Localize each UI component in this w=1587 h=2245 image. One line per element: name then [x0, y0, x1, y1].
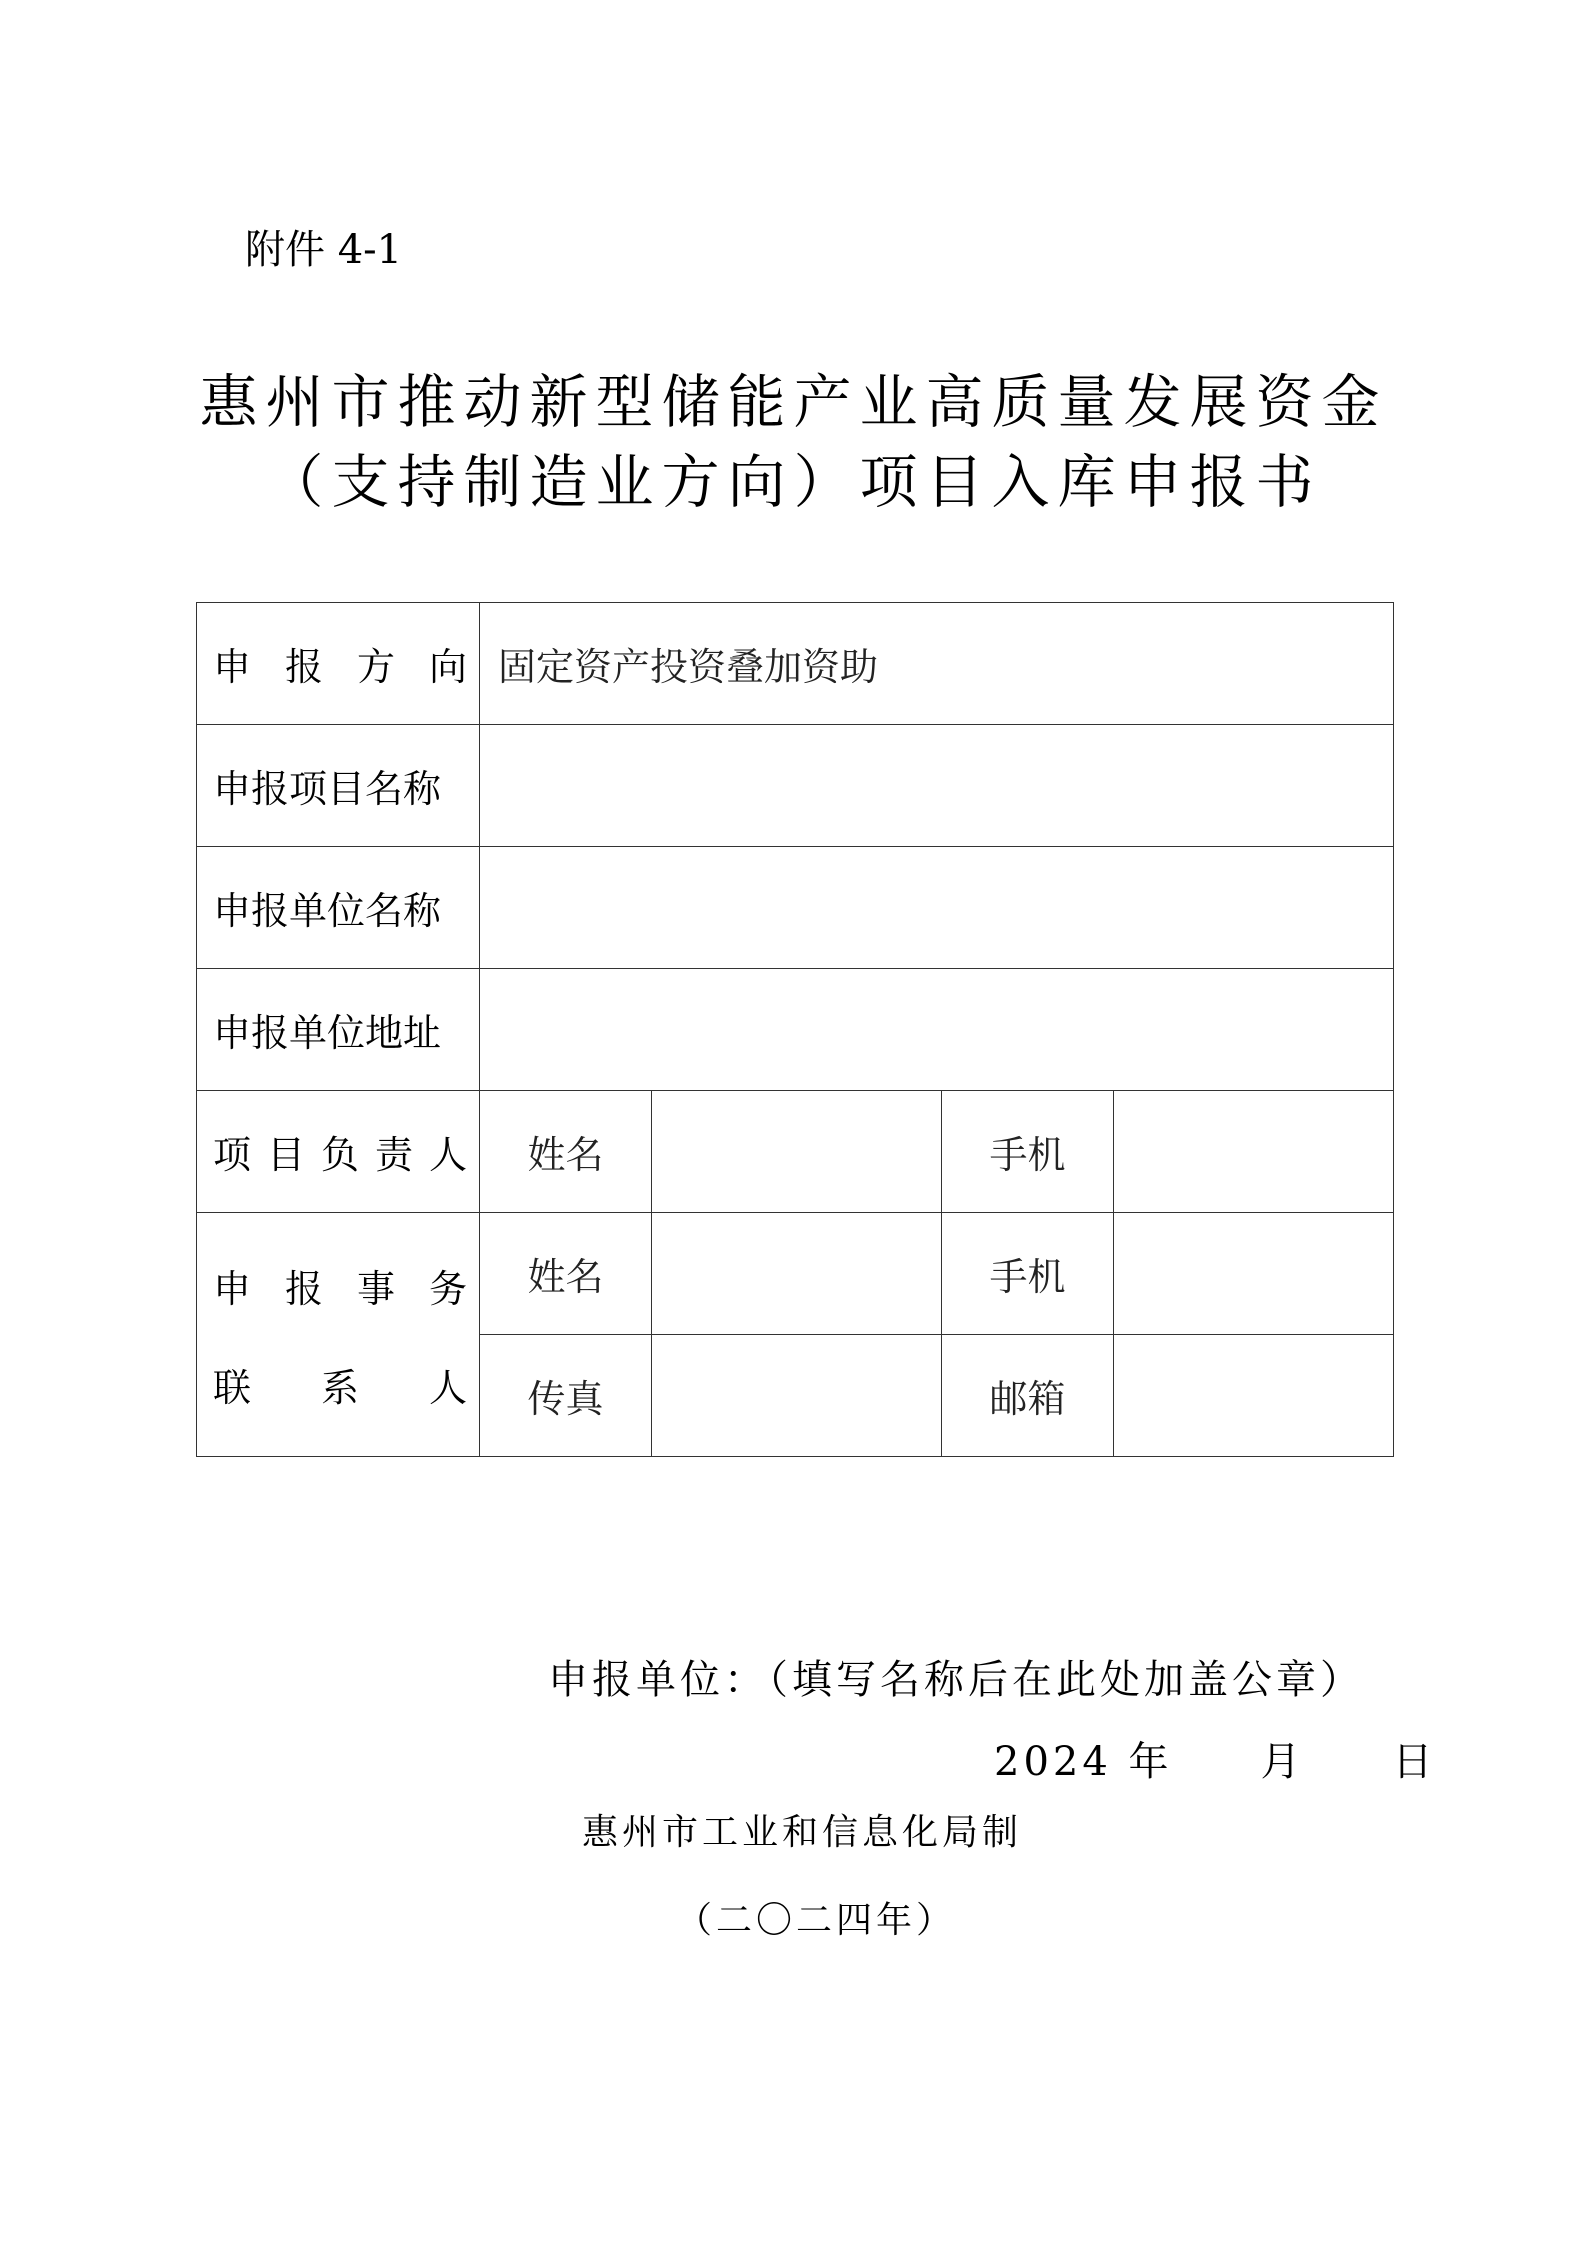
direction-label: 申报方向: [213, 645, 467, 689]
contact-email-field[interactable]: [1114, 1335, 1394, 1457]
leader-name-label: 姓名: [480, 1091, 652, 1213]
row-unit-name: [197, 847, 1394, 969]
leader-label-cell: [197, 1091, 480, 1213]
footer-unit-seal: 申报单位：（填写名称后在此处加盖公章）: [548, 1657, 1364, 1703]
project-name-field[interactable]: [480, 725, 1394, 847]
unit-name-field[interactable]: [480, 847, 1394, 969]
project-name-label: 申报项目名称: [197, 725, 480, 847]
contact-fax-label: 传真: [480, 1335, 652, 1457]
contact-phone-field[interactable]: [1114, 1213, 1394, 1335]
title-line-2: （支持制造业方向）项目入库申报书: [265, 448, 1322, 516]
direction-value[interactable]: 固定资产投资叠加资助: [480, 603, 1394, 725]
unit-address-label: 申报单位地址: [197, 969, 480, 1091]
leader-label: 项目负责人: [213, 1133, 467, 1177]
leader-phone-label: 手机: [942, 1091, 1114, 1213]
contact-email-label: 邮箱: [942, 1335, 1114, 1457]
contact-label-cell: [197, 1213, 480, 1457]
contact-name-label: 姓名: [480, 1213, 652, 1335]
contact-phone-label: 手机: [942, 1213, 1114, 1335]
footer-year: （二〇二四年）: [676, 1900, 957, 1941]
footer-issuer: 惠州市工业和信息化局制: [582, 1812, 1023, 1853]
leader-name-field[interactable]: [652, 1091, 942, 1213]
unit-address-field[interactable]: [480, 969, 1394, 1091]
contact-label-line2: 联系人: [213, 1365, 467, 1410]
title-line-1: 惠州市推动新型储能产业高质量发展资金: [199, 368, 1388, 436]
footer-date: 2024 年 月 日: [994, 1739, 1437, 1785]
row-leader: [197, 1091, 1394, 1213]
row-unit-address: [197, 969, 1394, 1091]
direction-label-cell: [197, 603, 480, 725]
contact-label-line1: 申报事务: [213, 1266, 467, 1311]
contact-fax-field[interactable]: [652, 1335, 942, 1457]
row-contact-1: [197, 1213, 1394, 1335]
row-project-name: [197, 725, 1394, 847]
attachment-number: 附件 4-1: [245, 227, 403, 273]
contact-name-field[interactable]: [652, 1213, 942, 1335]
leader-phone-field[interactable]: [1114, 1091, 1394, 1213]
application-form-table: [196, 602, 1394, 1457]
unit-name-label: 申报单位名称: [197, 847, 480, 969]
row-direction: [197, 603, 1394, 725]
